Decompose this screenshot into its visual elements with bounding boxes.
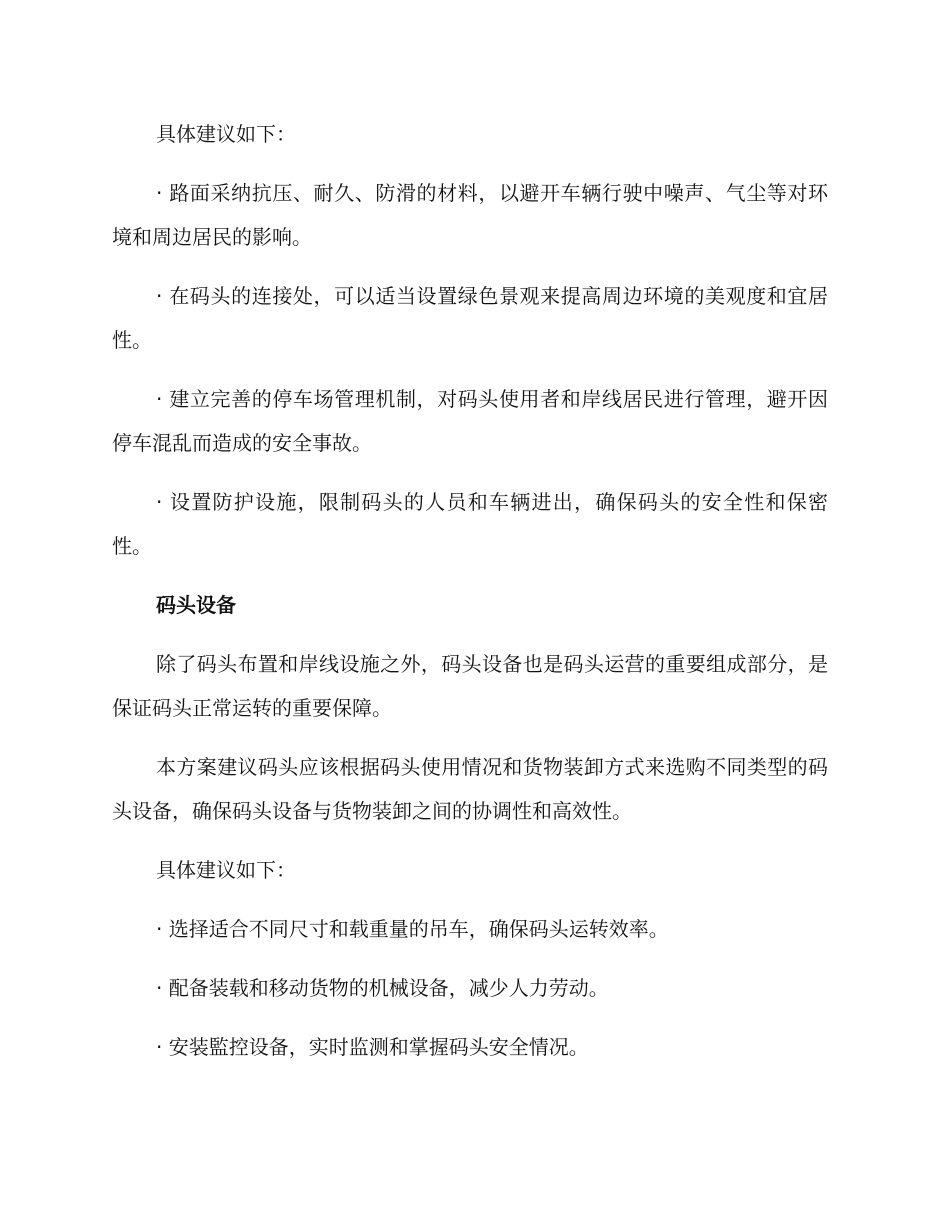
bullet-item: · 安装監控设备，实时监测和掌握码头安全情况。	[156, 1035, 589, 1059]
bullet-item: · 设置防护设施，限制码头的人员和车辆进出，确保码头的安全性和保密性。	[112, 490, 828, 558]
bullet-item: · 路面采纳抗压、耐久、防滑的材料，以避开车辆行驶中噪声、气尘等对环境和周边居民的影响。	[112, 181, 828, 249]
section-heading: 码头设备	[156, 593, 236, 617]
bullet-item: · 选择适合不同尺寸和载重量的吊车，确保码头运转效率。	[156, 917, 669, 941]
intro-paragraph: 具体建议如下：	[156, 122, 296, 146]
bullet-item: · 建立完善的停车场管理机制，对码头使用者和岸线居民进行管理，避开因停车混乱而造成的安全事故。	[112, 387, 828, 455]
intro-paragraph: 具体建议如下：	[156, 858, 296, 882]
bullet-item: · 在码头的连接处，可以适当设置绿色景观来提高周边环境的美观度和宜居性。	[112, 284, 828, 352]
document-body	[112, 112, 828, 1084]
body-paragraph: 本方案建议码头应该根据码头使用情况和货物装卸方式来选购不同类型的码头设备，确保码头设备与货物装卸之间的协调性和高效性。	[112, 755, 828, 823]
body-paragraph: 除了码头布置和岸线设施之外，码头设备也是码头运营的重要组成部分，是保证码头正常运转的重要保障。	[112, 652, 828, 720]
bullet-item: · 配备装载和移动货物的机械设备，减少人力劳动。	[156, 976, 609, 1000]
